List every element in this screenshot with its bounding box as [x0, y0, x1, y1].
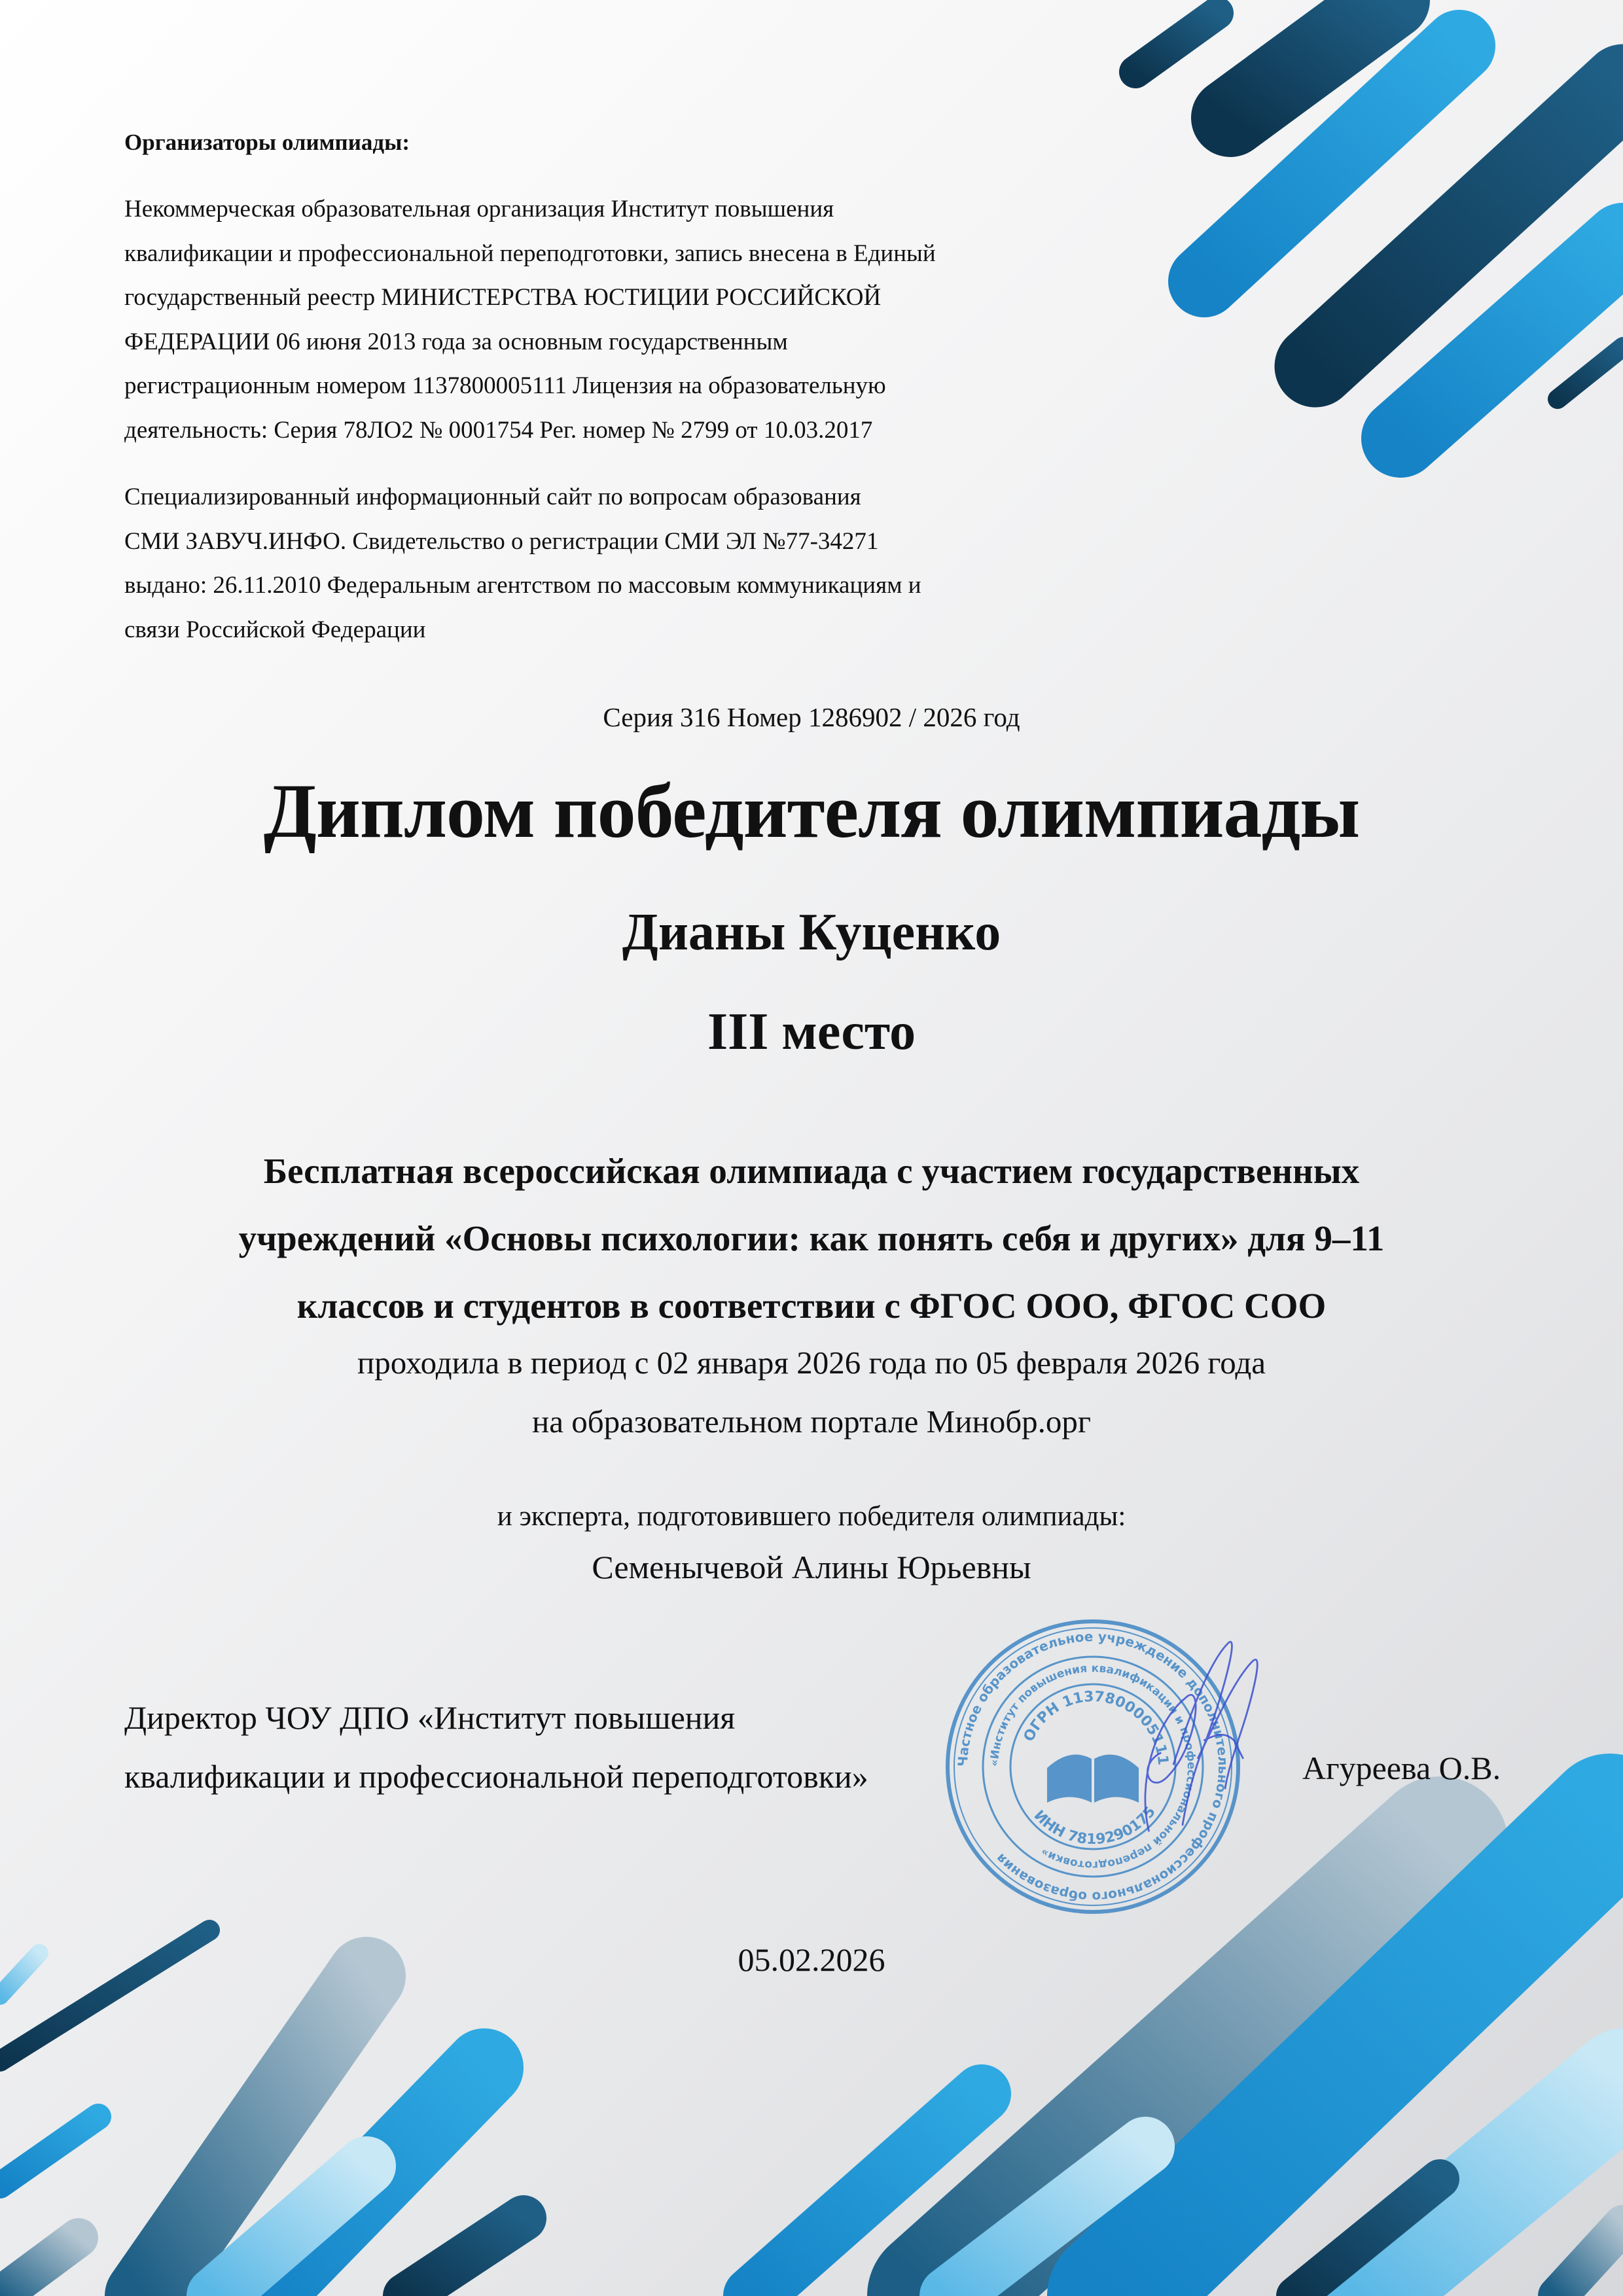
decorative-stripe	[406, 2218, 524, 2296]
decorative-stripe	[1135, 13, 1217, 72]
text-line: квалификации и профессиональной переподготовки, запись внесена в Единый	[124, 239, 936, 267]
text-line: учреждений «Основы психологии: как понять себя и других» для 9–11	[238, 1218, 1385, 1258]
text-line: Директор ЧОУ ДПО «Институт повышения	[124, 1699, 736, 1736]
stamp-inner-text: «Институт повышения квалификации и профессиональной переподготовки»	[988, 1661, 1198, 1872]
text-line: выдано: 26.11.2010 Федеральным агентством по массовым коммуникациям и	[124, 572, 921, 599]
text-line: Некоммерческая образовательная организация Институт повышения	[124, 196, 834, 222]
text-line: связи Российской Федерации	[124, 616, 426, 643]
diploma-title: Диплом победителя олимпиады	[263, 768, 1360, 854]
issue-date: 05.02.2026	[738, 1941, 885, 1978]
award-place: III место	[707, 1003, 916, 1061]
olympiad-period	[0, 1333, 1623, 1451]
text-line: СМИ ЗАВУЧ.ИНФО. Свидетельство о регистрации СМИ ЭЛ №77-34271	[124, 527, 879, 555]
diploma-serial: Серия 316 Номер 1286902 / 2026 год	[603, 702, 1020, 732]
text-line: Специализированный информационный сайт по вопросам образования	[124, 484, 861, 510]
stamp-outer-text: Частное образовательное учреждение дополнительного профессионального образования	[954, 1628, 1232, 1905]
decorative-stripe	[0, 2238, 79, 2296]
expert-name: Семенычевой Алины Юрьевны	[592, 1549, 1031, 1585]
organizers-heading: Организаторы олимпиады:	[124, 130, 410, 155]
text-line: деятельность: Серия 78ЛО2 № 0001754 Рег. номер № 2799 от 10.03.2017	[124, 416, 873, 444]
text-line: на образовательном портале Минобр.орг	[532, 1404, 1091, 1439]
text-line: классов и студентов в соответствии с ФГОС ООО, ФГОС СОО	[296, 1286, 1327, 1326]
text-line: государственный реестр МИНИСТЕРСТВА ЮСТИЦИИ РОССИЙСКОЙ	[124, 284, 882, 311]
text-line: Бесплатная всероссийская олимпиада с участием государственных	[263, 1151, 1360, 1191]
decorative-stripe	[1558, 347, 1623, 399]
expert-label: и эксперта, подготовившего победителя олимпиады:	[497, 1501, 1126, 1532]
stamp-ogrn: ОГРН 1137800005111	[1020, 1688, 1171, 1766]
olympiad-description	[0, 1137, 1623, 1339]
stamp-inn: ИНН 7819290175	[1030, 1803, 1159, 1848]
decorative-stripe	[0, 2117, 98, 2185]
text-line: квалификации и профессиональной переподготовки»	[124, 1758, 868, 1795]
organizers-paragraph-2	[124, 475, 1106, 652]
signer-name: Агуреева О.В.	[1302, 1750, 1501, 1786]
decorative-stripe	[1558, 2225, 1623, 2296]
text-line: проходила в период с 02 января 2026 года по 05 февраля 2026 года	[357, 1345, 1266, 1381]
signature	[1113, 1616, 1283, 1865]
text-line: регистрационным номером 1137800005111 Лицензия на образовательную	[124, 372, 886, 399]
director-title	[124, 1688, 868, 1806]
organizers-paragraph-1	[124, 187, 1106, 452]
text-line: ФЕДЕРАЦИИ 06 июня 2013 года за основным государственным	[124, 328, 788, 355]
recipient-name: Дианы Куценко	[622, 904, 1001, 961]
